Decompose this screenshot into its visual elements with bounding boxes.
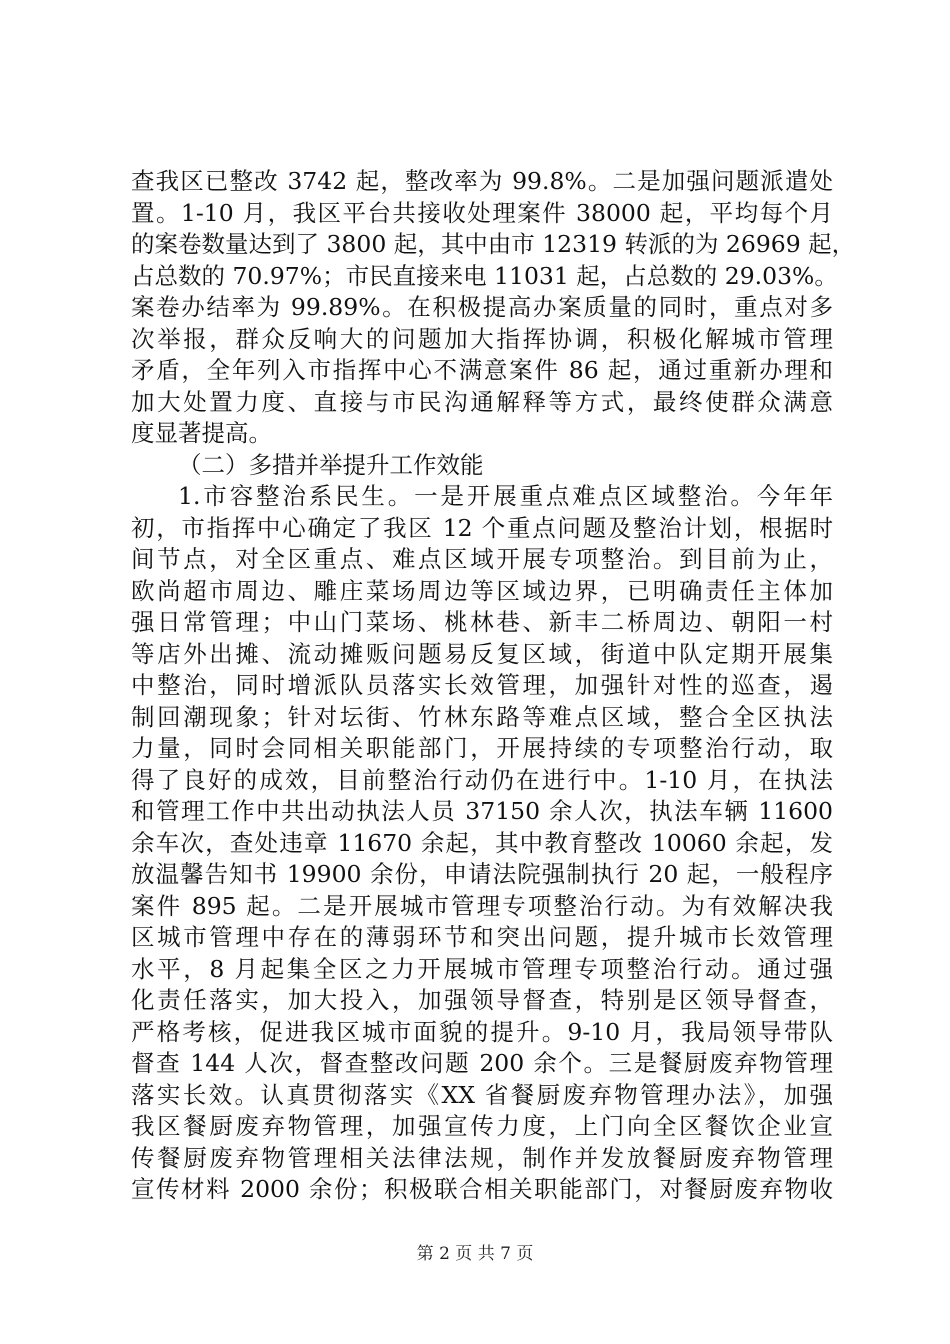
- text-line: 宣传材料 2000 余份；积极联合相关职能部门，对餐厨废弃物收: [131, 1175, 833, 1203]
- text-line: 我区餐厨废弃物管理，加强宣传力度，上门向全区餐饮企业宣: [131, 1112, 833, 1140]
- paragraph-continuation: [131, 166, 856, 450]
- text-line: 强日常管理；中山门菜场、桃林巷、新丰二桥周边、朝阳一村: [131, 608, 833, 636]
- text-line: 案件 895 起。二是开展城市管理专项整治行动。为有效解决我: [131, 891, 833, 920]
- text-line: 占总数的 70.97%；市民直接来电 11031 起，占总数的 29.03%。: [131, 261, 838, 290]
- text-line: 置。1-10 月，我区平台共接收处理案件 38000 起，平均每个月: [131, 198, 833, 227]
- text-line: 区城市管理中存在的薄弱环节和突出问题，提升城市长效管理: [131, 923, 833, 951]
- text-line: 督查 144 人次，督查整改问题 200 余个。三是餐厨废弃物管理: [131, 1049, 833, 1077]
- text-line: 水平，8 月起集全区之力开展城市管理专项整治行动。通过强: [131, 954, 833, 983]
- text-line: 中整治，同时增派队员落实长效管理，加强针对性的巡查，遏: [131, 671, 833, 699]
- section-heading: （二）多措并举提升工作效能: [178, 450, 484, 479]
- text-line: 的案卷数量达到了 3800 起，其中由市 12319 转派的为 26969 起，: [131, 230, 856, 258]
- text-line: 等店外出摊、流动摊贩问题易反复区域，街道中队定期开展集: [131, 639, 833, 668]
- text-line: 制回潮现象；针对坛街、竹林东路等难点区域，整合全区执法: [131, 702, 833, 731]
- text-line: 矛盾，全年列入市指挥中心不满意案件 86 起，通过重新办理和: [131, 356, 833, 384]
- text-line: 1.市容整治系民生。一是开展重点难点区域整治。今年年: [178, 482, 833, 510]
- text-line: 落实长效。认真贯彻落实《XX 省餐厨废弃物管理办法》，加强: [131, 1080, 833, 1109]
- text-line: 得了良好的成效，目前整治行动仍在进行中。1-10 月，在执法: [131, 765, 833, 794]
- text-line: 次举报，群众反响大的问题加大指挥协调，积极化解城市管理: [131, 324, 833, 353]
- document-body: [131, 166, 856, 1206]
- text-line: 化责任落实，加大投入，加强领导督查，特别是区领导督查，: [131, 986, 833, 1014]
- text-line: 查我区已整改 3742 起，整改率为 99.8%。二是加强问题派遣处: [131, 167, 833, 195]
- text-line: 欧尚超市周边、雕庄菜场周边等区域边界，已明确责任主体加: [131, 576, 833, 605]
- paragraph-city-appearance: [131, 481, 833, 1206]
- text-line: 严格考核，促进我区城市面貌的提升。9-10 月，我局领导带队: [131, 1017, 833, 1046]
- text-line: 案卷办结率为 99.89%。在积极提高办案质量的同时，重点对多: [131, 293, 833, 321]
- text-line: 初，市指挥中心确定了我区 12 个重点问题及整治计划，根据时: [131, 513, 833, 542]
- page-number-footer: 第 2 页 共 7 页: [416, 1244, 534, 1264]
- text-line: 余车次，查处违章 11670 余起，其中教育整改 10060 余起，发: [131, 828, 833, 857]
- text-line: 间节点，对全区重点、难点区域开展专项整治。到目前为止，: [131, 545, 833, 573]
- text-line: 传餐厨废弃物管理相关法律法规，制作并发放餐厨废弃物管理: [131, 1143, 833, 1172]
- text-line: 和管理工作中共出动执法人员 37150 余人次，执法车辆 11600: [131, 797, 833, 825]
- text-line: 度显著提高。: [131, 419, 272, 447]
- text-line: 放温馨告知书 19900 余份，申请法院强制执行 20 起，一般程序: [131, 860, 833, 888]
- text-line: 加大处置力度、直接与市民沟通解释等方式，最终使群众满意: [131, 387, 833, 416]
- text-line: 力量，同时会同相关职能部门，开展持续的专项整治行动，取: [131, 734, 833, 762]
